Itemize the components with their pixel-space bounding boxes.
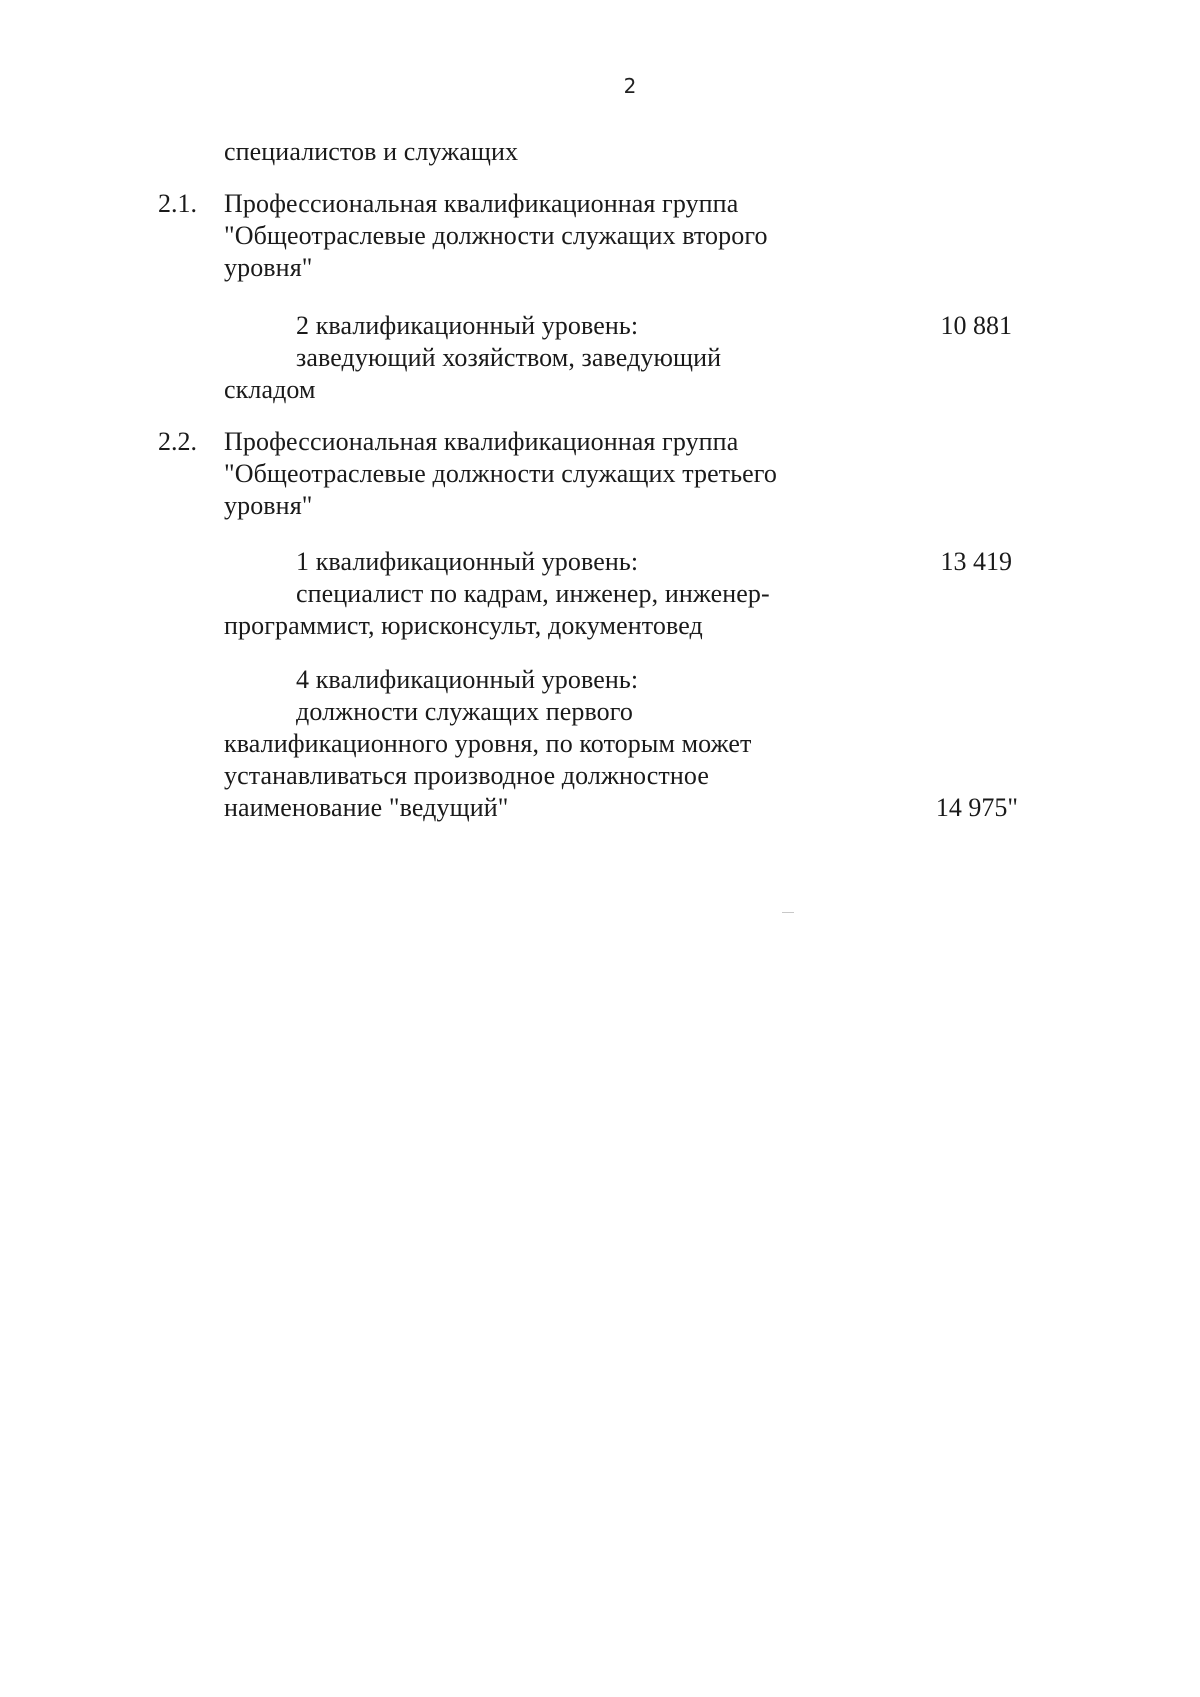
level-positions: должности служащих первого <box>296 697 633 726</box>
section-number: 2.1. <box>158 189 197 218</box>
level-positions: устанавливаться производное должностное <box>224 761 709 790</box>
salary-value: 13 419 <box>940 547 1012 576</box>
section-title-line: Профессиональная квалификационная группа <box>224 189 739 218</box>
level-positions: складом <box>224 375 316 404</box>
section-title-line: уровня" <box>224 253 313 282</box>
level-heading: 2 квалификационный уровень: <box>296 311 639 340</box>
continuation-text: специалистов и служащих <box>224 137 519 166</box>
salary-value: 14 975" <box>935 793 1018 822</box>
level-positions: наименование "ведущий" <box>224 793 509 822</box>
section-title-line: "Общеотраслевые должности служащих второго <box>224 221 768 250</box>
level-positions: квалификационного уровня, по которым может <box>224 729 752 758</box>
level-positions: программист, юрисконсульт, документовед <box>224 611 703 640</box>
level-heading: 1 квалификационный уровень: <box>296 547 639 576</box>
section-number: 2.2. <box>158 427 197 456</box>
section-title-line: уровня" <box>224 491 313 520</box>
page-number: 2 <box>623 74 637 98</box>
section-title-line: "Общеотраслевые должности служащих третьего <box>224 459 778 488</box>
salary-value: 10 881 <box>940 311 1012 340</box>
level-positions: специалист по кадрам, инженер, инженер- <box>296 579 770 608</box>
level-positions: заведующий хозяйством, заведующий <box>296 343 722 372</box>
level-heading: 4 квалификационный уровень: <box>296 665 639 694</box>
scan-speck <box>782 912 794 913</box>
section-title-line: Профессиональная квалификационная группа <box>224 427 739 456</box>
